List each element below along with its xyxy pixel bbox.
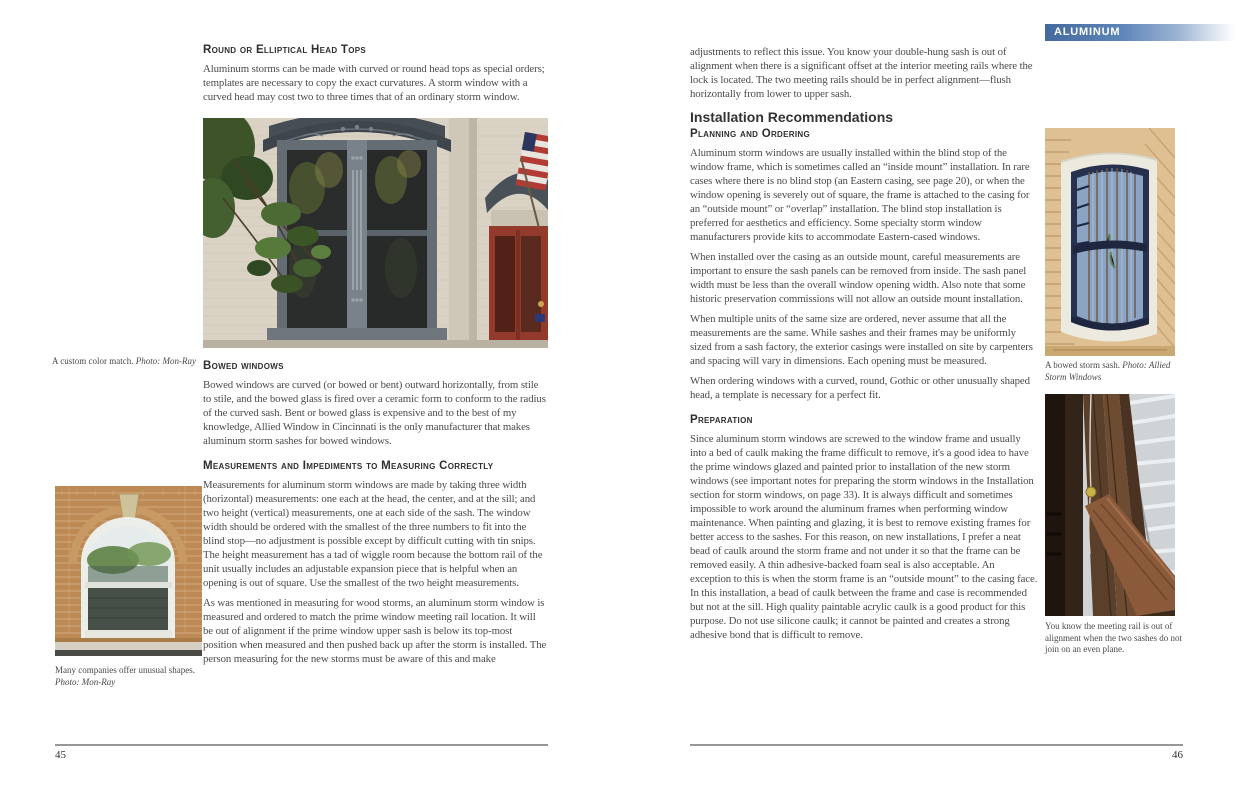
- caption-unusual-shapes: Many companies offer unusual shapes. Photo: Mon-Ray: [55, 665, 196, 687]
- left-footer-rule: [55, 744, 548, 746]
- bowed-sash-illustration: [1045, 128, 1175, 356]
- chapter-tab-aluminum: ALUMINUM: [1045, 24, 1236, 41]
- right-page-column: [690, 45, 1038, 648]
- caption-custom-color-match: A custom color match. Photo: Mon-Ray: [52, 356, 196, 366]
- paragraph-intro: adjustments to reflect this issue. You know your double-hung sash is out of alignment when there is a significant offset at the interior meeting rails where the lock is located. The two meeting rails should be in perfect alignment—flush horizontally from lower to upper sash.: [690, 46, 1033, 100]
- paragraph-planning-1: Aluminum storm windows are usually installed within the blind stop of the window frame, which is sometimes called an “inside mount” installation. In rare cases where there is no blind stop (an Eastern casing, see page 20), or when the window opening is severely out of square, the frame is attached to the casing for an “outside mount” or “overlap” installation. The blind stop installation is preferred for aesthetics and efficiency. Some specialty storm window manufacturers provide kits to accommodate Eastern-cased windows.: [690, 147, 1030, 243]
- bowed-storm-sash-photo: [1045, 128, 1175, 356]
- paragraph-measurements-2: As was mentioned in measuring for wood storms, an aluminum storm window is measured and ordered to match the prime window meeting rail location. It will be out of alignment if the prime window upper sash is below its top-most position when measured and then pushed back up after the storm is installed. The person measuring for the new storms must be aware of this and make: [203, 597, 547, 665]
- heading-measurements: Measurements and Impediments to Measuring Correctly: [203, 460, 494, 472]
- heading-round-head-tops: Round or Elliptical Head Tops: [203, 44, 367, 56]
- paragraph-preparation: Since aluminum storm windows are screwed to the window frame and usually into a bed of caulk making the frame difficult to remove, it's a good idea to have the prime windows glazed and painted prior to installation of the new storm windows (see important notes for preparing the storm windows in the Installation section for storm windows, on page 33). It is always difficult and sometimes impossible to work around the aluminum frames when performing window maintenance. When painting and glazing, it is best to remove existing frames for better access to the sashes. For this reason, on new installations, I prefer a neat bead of caulk around the storm frame and not under it so that the frame can be removed easily. A thin adhesive-backed foam seal is also acceptable. An exception to this is when the storm frame is an “outside mount” to the casing face. In this installation, a bead of caulk between the frame and case is recommended but not at the sill. High quality paintable acrylic caulk is a good product for this purpose. Do not use silicone caulk; it cannot be painted and creates a strong adhesive bond that is difficult to remove.: [690, 433, 1038, 641]
- page-number-left: 45: [55, 749, 66, 761]
- paragraph-planning-2: When installed over the casing as an outside mount, careful measurements are important to ensure the sash panels can be removed from inside. The sash panel width must be less than the overall window opening width. Also note that some historic preservation commissions will not allow an outside mount installation.: [690, 251, 1027, 305]
- heading-bowed-windows: Bowed windows: [203, 360, 284, 372]
- heading-installation-recommendations: Installation Recommendations: [690, 109, 894, 125]
- arched-window-photo: [55, 486, 202, 656]
- paragraph-measurements-1: Measurements for aluminum storm windows are made by taking three width (horizontal) measurements: one each at the head, the center, and at the sill; and two height (vertical) measurements, one at each side of the sash. The window width should be ordered with the smallest of the three numbers to fit into the blind stop—no adjustment is possible except by difficult cutting with tin snips. The height measurement has a tad of wiggle room because the bottom rail of the unit usually includes an adjustable expansion piece that is helpful when an opening is out of square. Use the smallest of the two height measurements.: [203, 479, 543, 589]
- arched-window-illustration: [55, 486, 202, 656]
- paragraph-round-head: Aluminum storms can be made with curved or round head tops as special orders; templates are necessary to copy the exact curvatures. A storm window with a curved head may cost two to three times that of an ordinary storm window.: [203, 63, 545, 103]
- meeting-rail-photo: [1045, 394, 1175, 616]
- building-facade-illustration: [203, 118, 548, 348]
- page-number-right: 46: [1172, 749, 1183, 761]
- heading-planning-ordering: Planning and Ordering: [690, 128, 810, 140]
- paragraph-bowed: Bowed windows are curved (or bowed or bent) outward horizontally, from stile to stile, and the bowed glass is fired over a ceramic form to conform to the radius of the curved sash. Bent or bowed glass is expensive and to the best of my knowledge, Allied Window in Cincinnati is the only manufacturer that makes aluminum storm sashes for bowed windows.: [203, 379, 546, 447]
- building-facade-photo: [203, 118, 548, 348]
- caption-meeting-rail: You know the meeting rail is out of alignment when the two sashes do not join on an even plane.: [1045, 621, 1182, 654]
- paragraph-planning-4: When ordering windows with a curved, round, Gothic or other unusually shaped head, a template is necessary for a perfect fit.: [690, 375, 1030, 401]
- caption-bowed-storm-sash: A bowed storm sash. Photo: Allied Storm Windows: [1045, 360, 1171, 382]
- left-page-column: [203, 44, 548, 672]
- meeting-rail-illustration: [1045, 394, 1175, 616]
- paragraph-planning-3: When multiple units of the same size are ordered, never assume that all the measurements are the same. While sashes and their frames may be uniformly sized from a sash factory, the exterior casings were installed on site by carpenters and spacing will vary in dimensions. Each opening must be measured.: [690, 313, 1033, 367]
- right-footer-rule: [690, 744, 1183, 746]
- heading-preparation: Preparation: [690, 414, 753, 426]
